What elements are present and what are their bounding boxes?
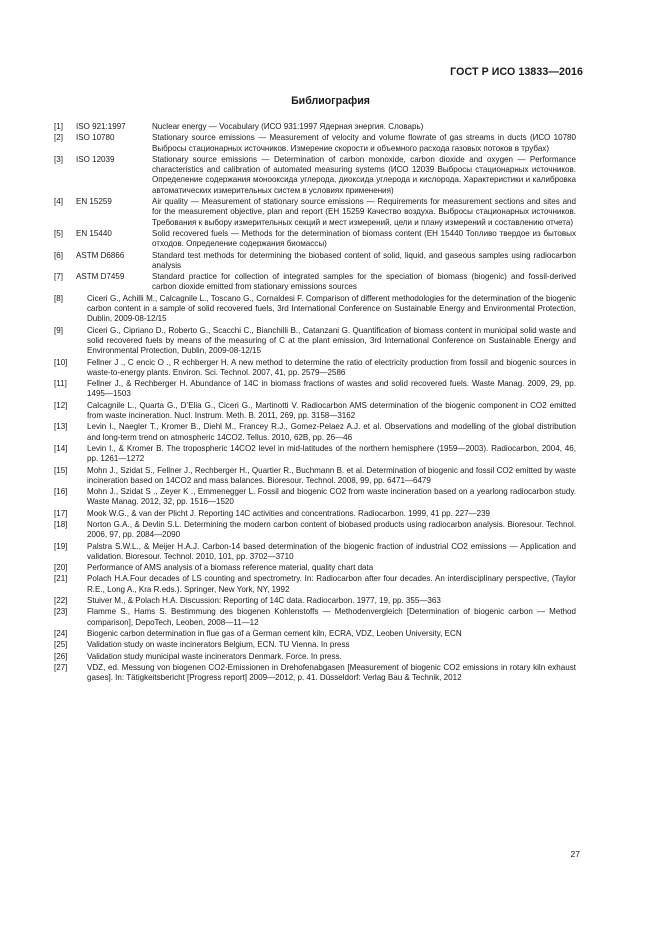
reference-text: Validation study municipal waste incinerators Denmark. Force. In press. <box>87 651 342 661</box>
reference-list <box>54 122 576 684</box>
reference-item <box>54 294 576 325</box>
reference-text: Ciceri G., Cipriano D., Roberto G., Scacchi C., Bianchilli B., Catanzani G. Quantification of biomass content in municipal solid waste and solid recovered fuels by means of the measuring of C at the plant emission, 3rd International Conference on Sustainable Energy and Environmental Protection, Dublin, 2009-08-12/15 <box>87 325 576 356</box>
reference-number: [27] <box>54 662 68 672</box>
reference-text: Mohn J., Szidat S., Fellner J., Rechberger H., Quartier R., Buchmann B. et al. Determination of biogenic and fossil CO2 emitted by waste incineration based on 14CO2 and mass balances. Bioresour. Technol. 2008, 99, pp. 6471—6479 <box>87 465 576 485</box>
reference-number: [23] <box>54 607 68 617</box>
reference-item <box>54 272 576 293</box>
reference-number: [19] <box>54 541 68 551</box>
reference-text: Fellner J., & Rechberger H. Abundance of 14C in biomass fractions of wastes and solid recovered fuels. Waste Manag. 2009, 29, pp. 1495—1503 <box>87 379 576 399</box>
reference-text: Ciceri G., Achilli M., Calcagnile L., Toscano G., Cornaldesi F. Comparison of different methodologies for the determination of the biogenic carbon content in a sample of solid recovered fuels, 3rd International Conference on Sustainable Energy and Environmental Protection, Dublin, 2009-08-12/15 <box>87 293 576 324</box>
reference-text: Solid recovered fuels — Methods for the determination of biomass content (ЕН 15440 Топливо твердое из бытовых отходов. Определение содержания биомассы) <box>152 228 576 249</box>
reference-number: [9] <box>54 325 63 335</box>
reference-item <box>54 520 576 541</box>
reference-number: [25] <box>54 640 68 650</box>
reference-code: ISO 921:1997 <box>76 122 126 131</box>
page-number: 27 <box>570 849 580 859</box>
reference-item <box>54 358 576 379</box>
reference-number: [15] <box>54 465 68 475</box>
reference-number: [13] <box>54 422 68 432</box>
reference-item <box>54 663 576 684</box>
reference-item <box>54 251 576 272</box>
reference-number: [12] <box>54 400 68 410</box>
reference-item <box>54 401 576 422</box>
reference-item <box>54 509 576 519</box>
reference-number: [3] <box>54 154 63 164</box>
reference-code: EN 15440 <box>76 228 112 238</box>
reference-number: [26] <box>54 651 68 661</box>
reference-number: [22] <box>54 596 68 606</box>
reference-text: VDZ, ed. Messung von biogenen CO2-Emissionen in Drehofenabgasen [Measurement of biogenic CO2 emissions in rotary kiln exhaust gases]. In: Tätigkeitsbericht [Progress report] 2009—2012, p. 41. Düsseldorf: Verlag Bau & Technik, 2012 <box>87 662 576 683</box>
reference-item <box>54 444 576 465</box>
reference-text: Norton G.A., & Devlin S.L. Determining the modern carbon content of biobased products using radiocarbon analysis. Bioresour. Technol. 2006, 97, pp. 2084—2090 <box>87 519 576 540</box>
reference-number: [5] <box>54 228 63 238</box>
reference-code: ISO 10780 <box>76 133 115 143</box>
reference-item <box>54 197 576 228</box>
standard-header: ГОСТ Р ИСО 13833—2016 <box>450 66 583 78</box>
reference-number: [11] <box>54 379 67 389</box>
reference-text: Standard practice for collection of integrated samples for the speciation of biomass (biogenic) and fossil-derived carbon dioxide emitted from stationary emissions sources <box>152 272 576 292</box>
reference-text: Validation study on waste incinerators Belgium, ECN. TU Vienna. In press <box>87 640 350 650</box>
reference-item <box>54 652 576 662</box>
reference-text: Stuiver M., & Polach H.A. Discussion: Reporting of 14C data. Radiocarbon. 1977, 19, pp. 355—363 <box>87 596 441 606</box>
reference-number: [14] <box>54 443 68 453</box>
reference-number: [2] <box>54 133 63 143</box>
reference-text: Polach H.A.Four decades of LS counting and spectrometry. In: Radiocarbon after four decades. An interdisciplinary perspective, (Taylor R.E., Long A., Kra R.eds.). Springer, New York, NY, 1992 <box>87 574 576 594</box>
reference-text: Flamme S., Hams S. Bestimmung des biogenen Kohlenstoffs — Methodenvergleich [Determination of biogenic carbon — Method comparison], DepoTech, Leoben, 2008—11—12 <box>87 607 576 627</box>
reference-code: EN 15259 <box>76 197 112 207</box>
page-title: Библиография <box>291 95 370 107</box>
reference-item <box>54 379 576 400</box>
reference-item <box>54 596 576 606</box>
reference-text: Standard test methods for determining the biobased content of solid, liquid, and gaseous samples using radiocarbon analysis <box>152 250 576 270</box>
reference-text: Air quality — Measurement of stationary source emissions — Requirements for measurement sections and sites and for the measurement objective, plan and report (ЕН 15259 Качество воздуха. Выбросы стационарных источников. Требования к выбору измерительных секций и мест измерений, цели и плану измерений и составлению отчета) <box>152 197 576 227</box>
reference-item <box>54 466 576 487</box>
reference-item <box>54 122 576 132</box>
reference-number: [17] <box>54 508 68 518</box>
reference-text: Nuclear energy — Vocabulary (ИСО 931:1997 Ядерная энергия. Словарь) <box>152 122 424 131</box>
reference-number: [4] <box>54 197 63 207</box>
reference-item <box>54 326 576 357</box>
reference-item <box>54 574 576 595</box>
reference-text: Stationary source emissions — Measurement of velocity and volume flowrate of gas streams in ducts (ИСО 10780 Выбросы стационарных источников. Измерение скорости и объемного расхода газовых потоков в трубах) <box>152 133 576 153</box>
reference-item <box>54 629 576 639</box>
reference-number: [7] <box>54 272 63 282</box>
reference-text: Levin I., Naegler T., Kromer B., Diehl M., Francey R.J., Gomez-Pelaez A.J. et al. Observations and modelling of the global distribution and long-term trend on atmospheric 14CO2. Tellus. 2010, 62B, pp. 26—46 <box>87 422 576 442</box>
reference-item <box>54 542 576 563</box>
reference-number: [10] <box>54 357 68 367</box>
reference-text: Biogenic carbon determination in flue gas of a German cement kiln, ECRA, VDZ, Leoben University, ECN <box>87 628 462 638</box>
reference-item <box>54 133 576 154</box>
reference-number: [21] <box>54 574 68 584</box>
reference-code: ASTM D7459 <box>76 272 125 282</box>
reference-number: [16] <box>54 487 68 497</box>
reference-text: Fellner J ., C encic O ., R echberger H. A new method to determine the ratio of electricity production from fossil and biogenic sources in waste-to-energy plants. Environ. Sci. Technol. 2007, 41, pp. 2579—2586 <box>87 357 576 377</box>
reference-item <box>54 155 576 196</box>
reference-item <box>54 487 576 508</box>
reference-code: ISO 12039 <box>76 154 115 164</box>
reference-item <box>54 563 576 573</box>
reference-number: [18] <box>54 519 68 529</box>
reference-text: Palstra S.W.L., & Meijer H.A.J. Carbon-14 based determination of the biogenic fraction of industrial CO2 emissions — Application and validation. Bioresour. Technol. 2010, 101, pp. 3702—3710 <box>87 541 576 561</box>
reference-text: Mohn J., Szidat S ., Zeyer K ., Emmenegger L. Fossil and biogenic CO2 from waste incineration based on a yearlong radiocarbon study. Waste Manag. 2012, 32, pp. 1516—1520 <box>87 487 576 507</box>
reference-item <box>54 607 576 628</box>
reference-text: Stationary source emissions — Determination of carbon monoxide, carbon dioxide and oxygen — Performance characteristics and calibration of automated measuring systems (ИСО 12039 Выбросы стационарных источников. Определение содержания монооксида углерода, диоксида углерода и кислорода. Характеристики и калибровка автоматических измерительных систем в условиях применения) <box>152 154 576 195</box>
reference-number: [20] <box>54 563 68 573</box>
reference-number: [6] <box>54 250 63 260</box>
reference-number: [24] <box>54 628 68 638</box>
reference-item <box>54 422 576 443</box>
reference-code: ASTM D6866 <box>76 250 125 260</box>
reference-number: [1] <box>54 122 63 131</box>
reference-text: Levin I., & Kromer B. The tropospheric 14CO2 level in mid-latitudes of the northern hemisphere (1959—2003). Radiocarbon, 2004, 46, pp. 1261—1272 <box>87 443 576 464</box>
reference-text: Performance of AMS analysis of a biomass reference material, quality chart data <box>87 563 374 573</box>
reference-number: [8] <box>54 293 63 303</box>
reference-text: Mook W.G., & van der Plicht J. Reporting 14C activities and concentrations. Radiocarbon. 1999, 41 pp. 227—239 <box>87 508 491 518</box>
reference-item <box>54 229 576 250</box>
reference-item <box>54 640 576 650</box>
reference-text: Calcagnile L., Quarta G., D’Elia G., Ciceri G., Martinotti V. Radiocarbon AMS determination of the biogenic component in CO2 emitted from waste incineration. Nucl. Instrum. Meth. B. 2011, 269, pp. 3158—3162 <box>87 400 576 421</box>
